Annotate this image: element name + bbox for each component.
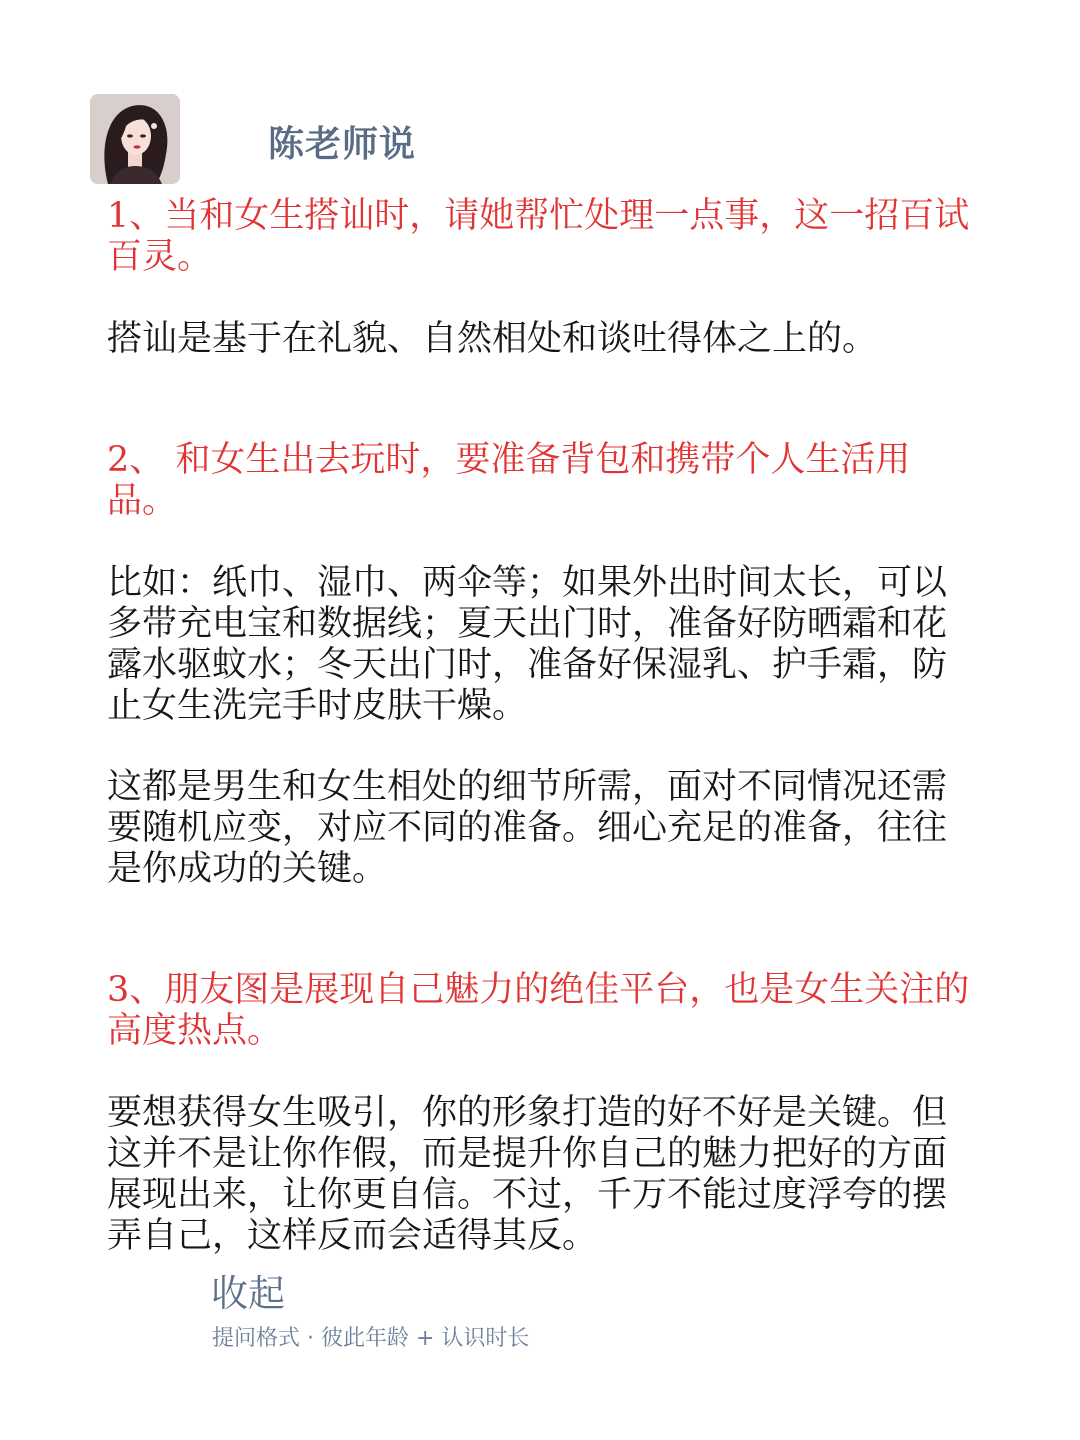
section-paragraph: 搭讪是基于在礼貌、自然相处和谈吐得体之上的。 [107, 319, 878, 359]
section-paragraph: 要想获得女生吸引，你的形象打造的好不好是关键。但这并不是让你作假，而是提升你自己的魅力把好的方面展现出来，让你更自信。不过，千万不能过度浮夸的摆弄自己，这样反而会适得其反。 [107, 1093, 948, 1256]
author-name[interactable]: 陈老师说 [268, 124, 417, 165]
section-heading: 1、当和女生搭讪时，请她帮忙处理一点事，这一招百试百灵。 [107, 196, 970, 277]
spacer [107, 360, 977, 440]
spacer [107, 890, 977, 970]
question-format-hint: 提问格式 · 彼此年龄 + 认识时长 [212, 1326, 530, 1351]
avatar[interactable] [90, 94, 180, 184]
spacer [107, 522, 977, 563]
spacer [107, 727, 977, 767]
collapse-button[interactable]: 收起 [211, 1272, 285, 1315]
avatar-portrait-icon [90, 94, 180, 184]
spacer [107, 278, 977, 319]
spacer [107, 1052, 977, 1093]
section-paragraph: 比如：纸巾、湿巾、两伞等；如果外出时间太长，可以多带充电宝和数据线；夏天出门时，准备好防晒霜和花露水驱蚊水；冬天出门时，准备好保湿乳、护手霜，防止女生洗完手时皮肤干燥。 [107, 563, 948, 726]
section-heading: 3、朋友图是展现自己魅力的绝佳平台，也是女生关注的高度热点。 [107, 970, 970, 1051]
post-content [107, 196, 977, 1257]
section-paragraph: 这都是男生和女生相处的细节所需，面对不同情况还需要随机应变，对应不同的准备。细心充足的准备，往往是你成功的关键。 [107, 767, 948, 889]
section-heading: 2、 和女生出去玩时，要准备背包和携带个人生活用品。 [107, 440, 911, 521]
